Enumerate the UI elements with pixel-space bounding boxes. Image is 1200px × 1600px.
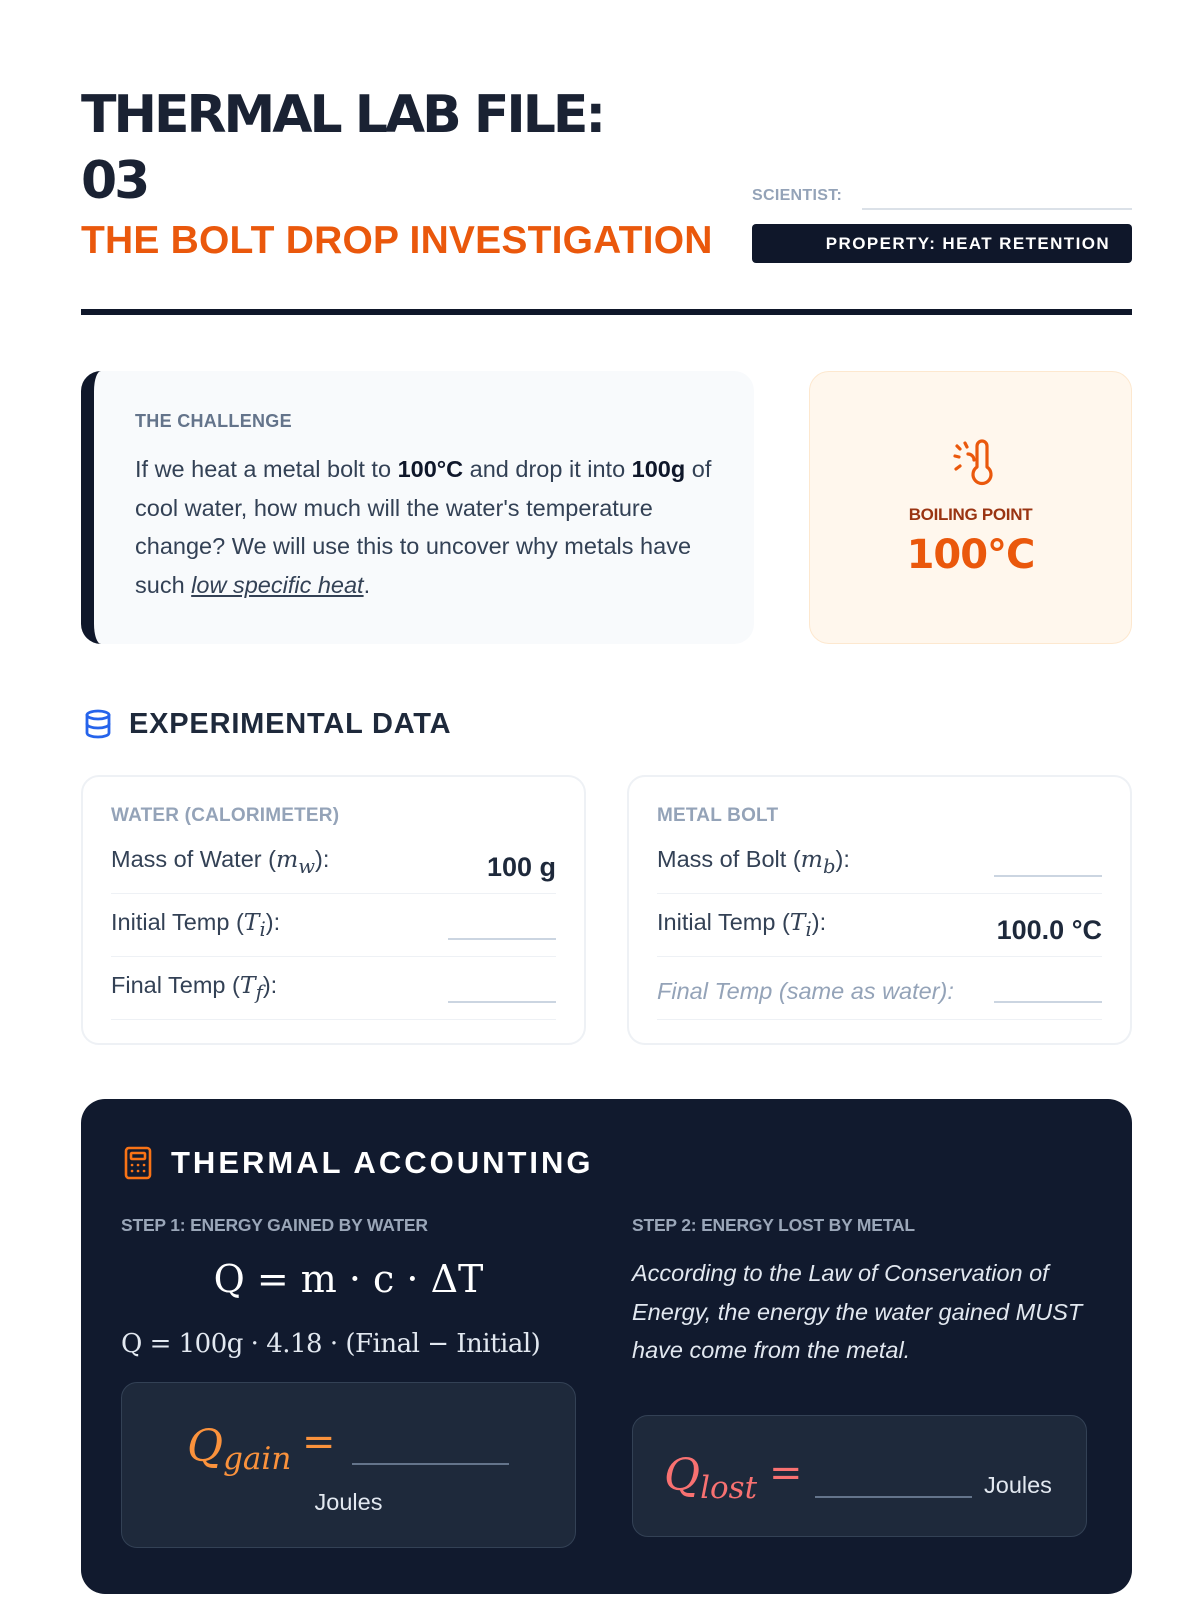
thermal-accounting-header xyxy=(123,1143,594,1183)
bolt-data-card xyxy=(627,775,1132,1045)
bolt-initial-temp-value: 100.0 °C xyxy=(996,915,1102,945)
q-lost-unit: Joules xyxy=(984,1472,1052,1498)
q-lost-answer-field[interactable] xyxy=(815,1496,972,1498)
calculator-icon xyxy=(123,1146,153,1180)
scientist-label: SCIENTIST: xyxy=(752,187,843,204)
water-final-temp-row xyxy=(111,957,556,1020)
title-line-1: THERMAL LAB FILE: xyxy=(81,85,604,145)
header-divider xyxy=(81,309,1132,315)
page-subtitle: THE BOLT DROP INVESTIGATION xyxy=(81,219,713,262)
database-icon xyxy=(81,707,115,741)
step-2-label: STEP 2: ENERGY LOST BY METAL xyxy=(632,1215,915,1235)
specific-heat-formula: Q = m · c · ΔT xyxy=(213,1257,484,1301)
bolt-mass-label: Mass of Bolt $(m_b)$: xyxy=(657,845,850,878)
thermal-accounting-title: THERMAL ACCOUNTING xyxy=(171,1145,594,1180)
water-initial-temp-label: Initial Temp $(T_i)$: xyxy=(111,908,281,941)
q-gain-answer-field[interactable] xyxy=(352,1463,509,1465)
water-card-label: WATER (CALORIMETER) xyxy=(111,805,340,826)
step-1-label: STEP 1: ENERGY GAINED BY WATER xyxy=(121,1215,428,1235)
water-final-temp-field[interactable] xyxy=(448,1001,556,1003)
q-lost-equals: = xyxy=(769,1450,803,1496)
q-gain-box xyxy=(121,1382,576,1548)
challenge-bold-mass: 100g xyxy=(631,456,686,482)
water-data-card xyxy=(81,775,586,1045)
challenge-bold-temp: 100°C xyxy=(397,456,464,482)
challenge-card xyxy=(81,371,754,644)
substituted-formula: Q = 100g · 4.18 · (Final − Initial) xyxy=(121,1329,541,1359)
q-lost-box xyxy=(632,1415,1087,1537)
conservation-law-text: According to the Law of Conservation of Energy, the energy the water gained MUST have come from the metal. xyxy=(632,1260,1083,1363)
bolt-final-temp-label: Final Temp (same as water): xyxy=(657,978,954,1004)
property-badge: PROPERTY: HEAT RETENTION xyxy=(752,224,1132,263)
bolt-mass-row xyxy=(657,831,1102,894)
q-gain-unit: Joules xyxy=(314,1489,383,1515)
water-final-temp-label: Final Temp $(T_f)$: xyxy=(111,971,278,1004)
water-initial-temp-field[interactable] xyxy=(448,938,556,940)
challenge-text: If we heat a metal bolt to 100°C and drop it into 100g of cool water, how much will the water's temperature change? We will use this to uncover why metals have such low specific heat. xyxy=(135,456,712,598)
bolt-mass-field[interactable] xyxy=(994,875,1102,877)
bolt-initial-temp-row xyxy=(657,894,1102,957)
bolt-initial-temp-label: Initial Temp $(T_i)$: xyxy=(657,908,827,941)
q-gain-symbol: $Q_{gain}$ xyxy=(187,1421,292,1477)
water-initial-temp-row xyxy=(111,894,556,957)
water-mass-value: 100 g xyxy=(486,852,556,882)
bolt-card-label: METAL BOLT xyxy=(657,805,779,826)
challenge-label: THE CHALLENGE xyxy=(135,411,292,431)
boiling-point-card xyxy=(809,371,1132,644)
bolt-final-temp-field[interactable] xyxy=(994,1001,1102,1003)
experimental-data-title: EXPERIMENTAL DATA xyxy=(129,707,452,740)
thermometer-sun-icon xyxy=(949,436,1005,492)
water-mass-label: Mass of Water $(m_w)$: xyxy=(111,845,330,878)
water-mass-row xyxy=(111,831,556,894)
thermal-accounting-panel xyxy=(81,1099,1132,1594)
title-line-2: 03 xyxy=(81,151,148,211)
page-title xyxy=(81,82,721,214)
q-lost-symbol: $Q_{lost}$ xyxy=(664,1450,758,1506)
experimental-data-header xyxy=(81,704,451,744)
boiling-point-value: 100°C xyxy=(906,532,1035,578)
bolt-final-temp-row xyxy=(657,957,1102,1020)
scientist-name-field[interactable] xyxy=(862,208,1132,210)
boiling-point-label: BOILING POINT xyxy=(908,505,1033,524)
q-gain-equals: = xyxy=(302,1419,336,1465)
challenge-emphasis: low specific heat xyxy=(191,571,364,598)
